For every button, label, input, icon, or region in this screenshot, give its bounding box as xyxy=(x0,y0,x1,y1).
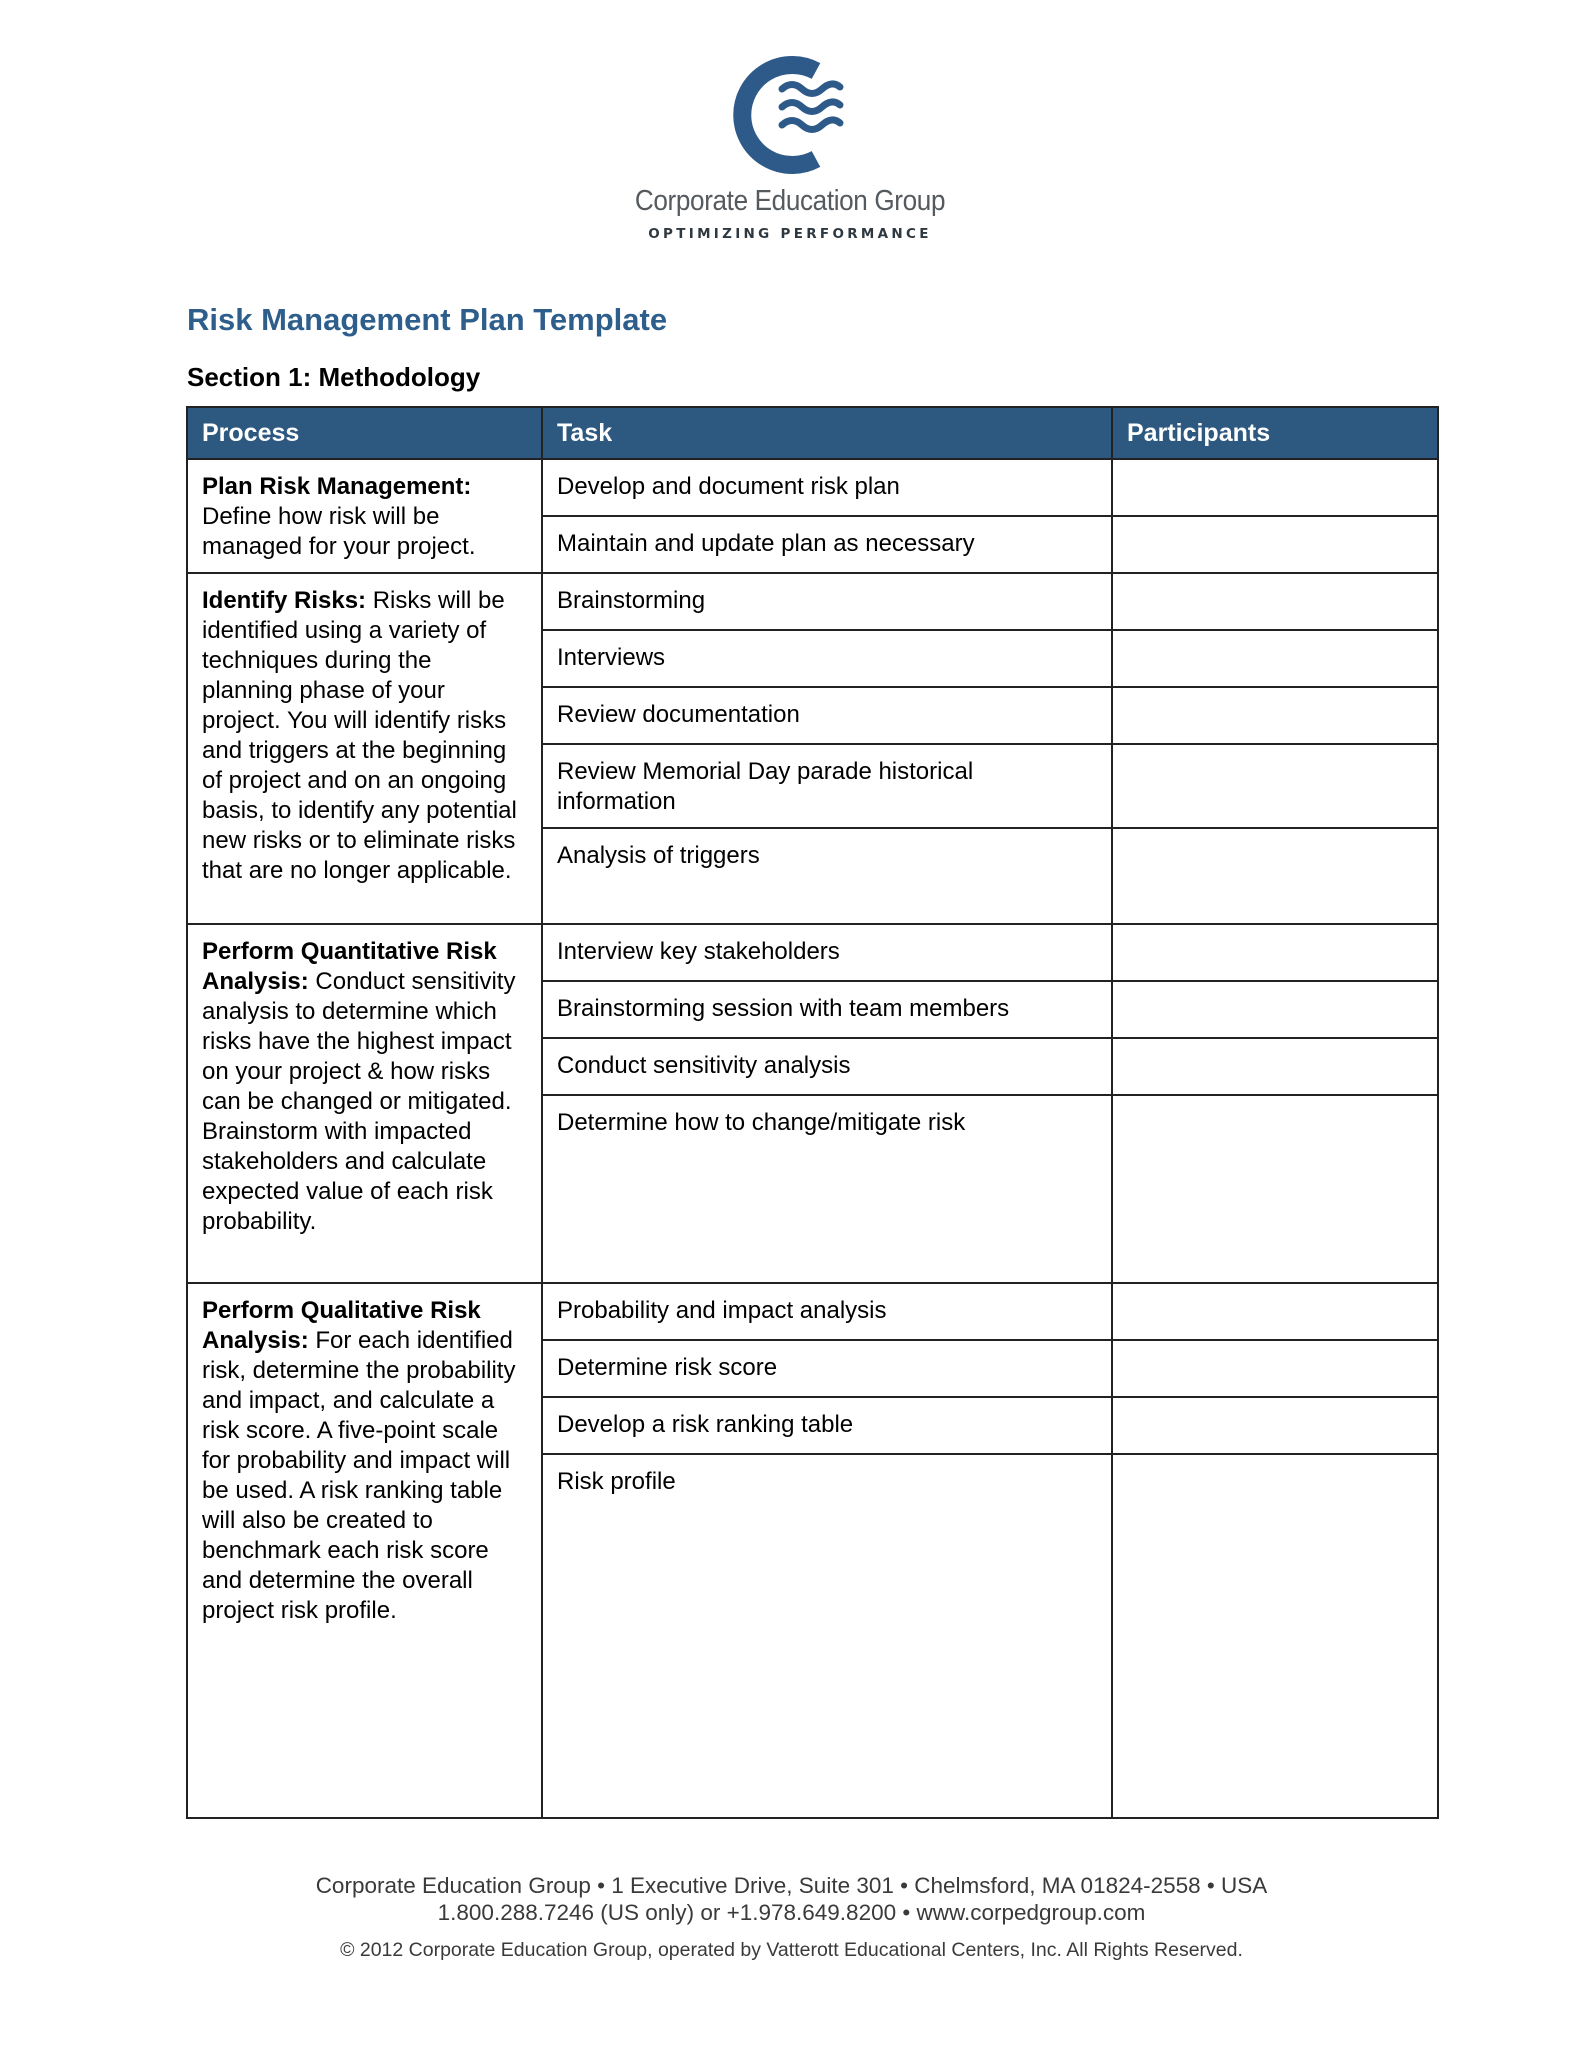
task-cell: Review documentation xyxy=(542,687,1112,744)
participants-cell[interactable] xyxy=(1112,687,1438,744)
header-process: Process xyxy=(187,407,542,459)
company-logo xyxy=(560,55,1020,255)
participants-cell[interactable] xyxy=(1112,516,1438,573)
participants-cell[interactable] xyxy=(1112,924,1438,981)
process-description: For each identified risk, determine the probability and impact, and calculate a risk score. A five-point scale for probability and impact will be used. A risk ranking table will also be created to benchmark each risk score and determine the overall project risk profile. xyxy=(202,1327,516,1624)
participants-cell[interactable] xyxy=(1112,1283,1438,1340)
process-cell-quantitative-analysis xyxy=(187,924,542,1283)
table-row xyxy=(187,573,1438,630)
participants-cell[interactable] xyxy=(1112,981,1438,1038)
task-cell: Risk profile xyxy=(542,1454,1112,1818)
footer-copyright: © 2012 Corporate Education Group, operated by Vatterott Educational Centers, Inc. All Rights Reserved. xyxy=(340,1939,1243,1961)
process-cell-plan-risk-management xyxy=(187,459,542,573)
table-row xyxy=(187,1283,1438,1340)
participants-cell[interactable] xyxy=(1112,1340,1438,1397)
participants-cell[interactable] xyxy=(1112,1038,1438,1095)
process-description: Risks will be identified using a variety of techniques during the planning phase of your project. You will identify risks and triggers at the beginning of project and on an ongoing basis, to identify any potential new risks or to eliminate risks that are no longer applicable. xyxy=(202,587,517,884)
methodology-table xyxy=(186,406,1439,1819)
task-cell: Develop a risk ranking table xyxy=(542,1397,1112,1454)
task-cell: Maintain and update plan as necessary xyxy=(542,516,1112,573)
header-task: Task xyxy=(542,407,1112,459)
task-cell: Probability and impact analysis xyxy=(542,1283,1112,1340)
process-cell-identify-risks xyxy=(187,573,542,924)
page-title: Risk Management Plan Template xyxy=(187,302,668,337)
waves-c-logo-icon xyxy=(730,55,850,175)
participants-cell[interactable] xyxy=(1112,630,1438,687)
process-description: Define how risk will be managed for your project. xyxy=(202,503,476,560)
task-cell: Determine how to change/mitigate risk xyxy=(542,1095,1112,1283)
footer-address: Corporate Education Group • 1 Executive Drive, Suite 301 • Chelmsford, MA 01824-2558 • USA xyxy=(315,1873,1268,1898)
section-title: Section 1: Methodology xyxy=(187,362,481,392)
table-row xyxy=(187,459,1438,516)
logo-company-name: Corporate Education Group xyxy=(634,185,946,217)
participants-cell[interactable] xyxy=(1112,744,1438,828)
process-heading: Perform Quantitative Risk Analysis: xyxy=(202,938,497,995)
task-cell: Develop and document risk plan xyxy=(542,459,1112,516)
task-cell: Review Memorial Day parade historical information xyxy=(542,744,1112,828)
task-cell: Brainstorming xyxy=(542,573,1112,630)
table-header-row xyxy=(187,407,1438,459)
task-cell: Analysis of triggers xyxy=(542,828,1112,924)
participants-cell[interactable] xyxy=(1112,828,1438,924)
task-cell: Brainstorming session with team members xyxy=(542,981,1112,1038)
page-footer xyxy=(0,1872,1583,1962)
task-cell: Conduct sensitivity analysis xyxy=(542,1038,1112,1095)
task-cell: Interviews xyxy=(542,630,1112,687)
participants-cell[interactable] xyxy=(1112,1095,1438,1283)
participants-cell[interactable] xyxy=(1112,573,1438,630)
table-row xyxy=(187,924,1438,981)
participants-cell[interactable] xyxy=(1112,1454,1438,1818)
process-cell-qualitative-analysis xyxy=(187,1283,542,1818)
header-participants: Participants xyxy=(1112,407,1438,459)
process-description: Conduct sensitivity analysis to determine which risks have the highest impact on your project & how risks can be changed or mitigated. Brainstorm with impacted stakeholders and calculate expected value of each risk probability. xyxy=(202,968,516,1235)
logo-tagline: OPTIMIZING PERFORMANCE xyxy=(648,226,932,242)
task-cell: Interview key stakeholders xyxy=(542,924,1112,981)
participants-cell[interactable] xyxy=(1112,459,1438,516)
process-heading: Identify Risks: xyxy=(202,587,367,614)
process-heading: Perform Qualitative Risk Analysis: xyxy=(202,1297,481,1354)
footer-contact: 1.800.288.7246 (US only) or +1.978.649.8200 • www.corpedgroup.com xyxy=(437,1900,1146,1925)
task-cell: Determine risk score xyxy=(542,1340,1112,1397)
participants-cell[interactable] xyxy=(1112,1397,1438,1454)
process-heading: Plan Risk Management: xyxy=(202,473,472,500)
